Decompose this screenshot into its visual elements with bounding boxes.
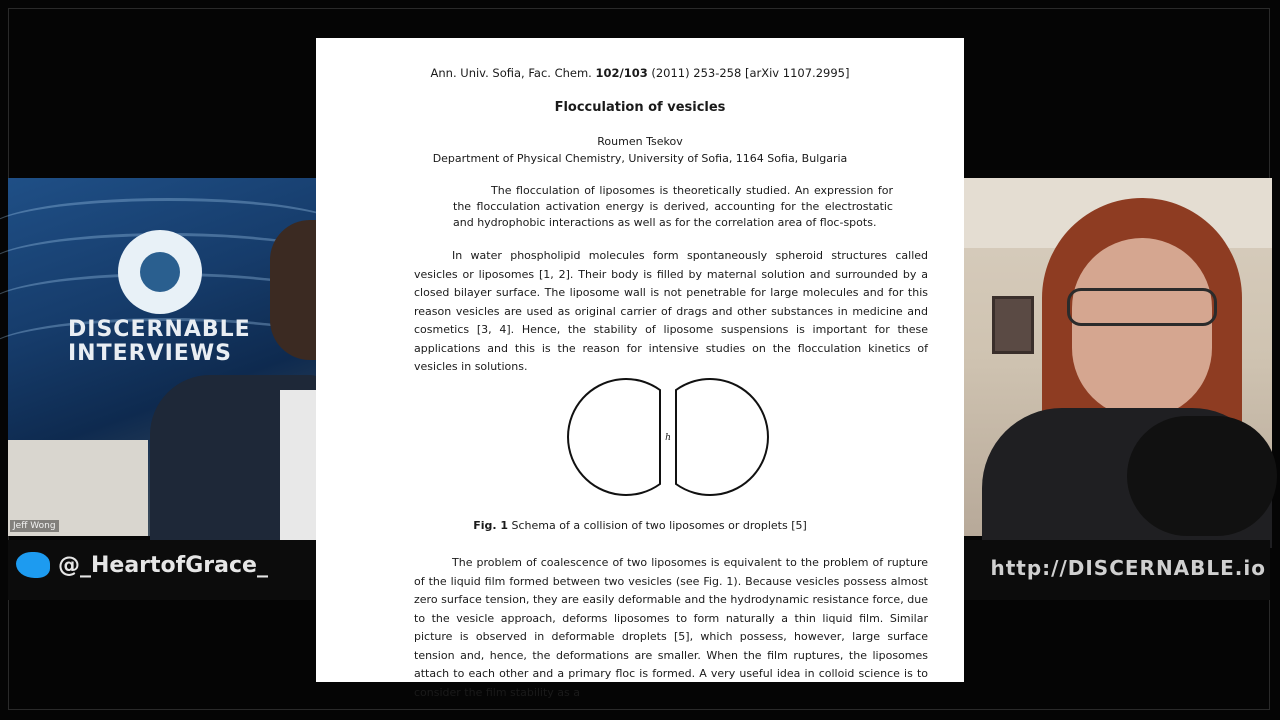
brand-line-1: DISCERNABLE — [68, 317, 251, 342]
twitter-handle-overlay — [16, 552, 268, 578]
journal-citation — [316, 66, 964, 80]
vesicle-right — [676, 379, 768, 495]
paragraph-text: In water phospholipid molecules form spontaneously spheroid structures called vesicles or liposomes [1, 2]. Their body is filled by maternal solution and surrounded by a closed bilayer surface. The liposome wall is not penetrable for large molecules and for this reason vesicles are used as original carrier of drags and other substances in medicine and cosmetics [3, 4]. Hence, the stability of liposome suspensions is important for these applications and this is the reason for intensive studies on the flocculation kinetics of vesicles in solutions. — [414, 249, 928, 373]
website-url: http://DISCERNABLE.io — [990, 556, 1266, 580]
glasses-icon — [1067, 288, 1217, 326]
figure-caption — [316, 519, 964, 532]
shared-document-page[interactable] — [316, 38, 964, 699]
journal-name: Ann. Univ. Sofia, Fac. Chem. — [430, 66, 592, 80]
person-face — [1072, 238, 1212, 418]
twitter-handle: @_HeartofGrace_ — [58, 552, 268, 578]
paper-author: Roumen Tsekov — [597, 135, 683, 148]
journal-volume: 102/103 — [595, 66, 648, 80]
participant-left-person — [150, 200, 320, 540]
participant-video-right — [962, 178, 1272, 536]
microphone-icon — [1127, 416, 1277, 536]
film-thickness-label: h — [665, 433, 671, 443]
vesicle-left — [568, 379, 660, 495]
author-affiliation: Department of Physical Chemistry, University of Sofia, 1164 Sofia, Bulgaria — [432, 152, 848, 165]
journal-details: (2011) 253-258 [arXiv 1107.2995] — [651, 66, 850, 80]
caption-label: Fig. 1 — [473, 519, 509, 532]
abstract — [453, 183, 893, 231]
paper-title: Flocculation of vesicles — [554, 100, 726, 115]
abstract-text: The flocculation of liposomes is theoretically studied. An expression for the flocculation activation energy is derived, accounting for the electrostatic and hydrophobic interactions as well as for the correlation area of floc-spots. — [453, 184, 893, 229]
person-shirt — [280, 390, 320, 550]
figure-two-vesicles — [556, 376, 786, 498]
wall-picture — [992, 296, 1034, 354]
paragraph-text: The problem of coalescence of two liposomes is equivalent to the problem of rupture of the liquid film formed between two vesicles (see Fig. 1). Because vesicles possess almost zero surface tension, they are easily deformable and the hydrodynamic resistance force, due to the vesicle approach, deforms liposomes to form naturally a thin liquid film. Similar picture is observed in deformable droplets [5], which possess, however, large surface tension and, hence, the deformations are smaller. When the film ruptures, the liposomes attach to each other and a primary floc is formed. A very useful idea in colloid science is to consider the film stability as a — [414, 556, 928, 699]
body-paragraph-2 — [414, 554, 928, 702]
body-paragraph-1 — [414, 247, 928, 377]
participant-name-tag: Jeff Wong — [10, 520, 59, 532]
twitter-bird-icon — [16, 552, 50, 578]
caption-text: Schema of a collision of two liposomes or droplets [5] — [511, 519, 807, 532]
brand-line-2: INTERVIEWS — [68, 341, 232, 366]
